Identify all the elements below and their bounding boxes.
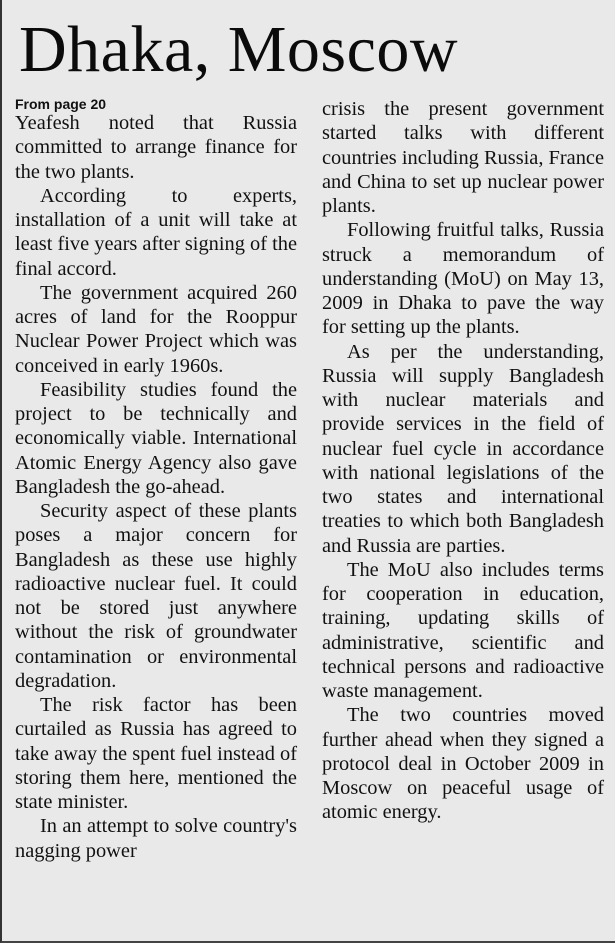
paragraph: The two countries moved further ahead when they signed a protocol deal in October 2009 in Moscow on peaceful usage of atomic energy.	[322, 704, 604, 824]
column-divider	[306, 100, 307, 932]
paragraph: The government acquired 260 acres of land for the Rooppur Nuclear Power Project which was conceived in early 1960s.	[15, 281, 297, 377]
paragraph: Feasibility studies found the project to be technically and economically viable. International Atomic Energy Agency also gave Bangladesh the go-ahead.	[15, 378, 297, 498]
paragraph: Security aspect of these plants poses a major concern for Bangladesh as these use highly radioactive nuclear fuel. It could not be stored just anywhere without the risk of groundwater contamination or environmental degradation.	[15, 500, 297, 692]
paragraph: Following fruitful talks, Russia struck a memorandum of understanding (MoU) on May 13, 2009 in Dhaka to pave the way for setting up the plants.	[322, 219, 604, 339]
left-column	[15, 96, 297, 863]
paragraph: In an attempt to solve country's nagging power	[15, 815, 297, 862]
headline: Dhaka, Moscow	[19, 13, 459, 86]
paragraph: The risk factor has been curtailed as Russia has agreed to take away the spent fuel instead of storing them here, mentioned the state minister.	[15, 694, 297, 813]
paragraph: Yeafesh noted that Russia committed to arrange finance for the two plants.	[15, 112, 297, 183]
paragraph: The MoU also includes terms for cooperation in education, training, updating skills of administrative, scientific and technical persons and radioactive waste management.	[322, 558, 604, 702]
right-column	[322, 97, 604, 825]
paragraph: As per the understanding, Russia will supply Bangladesh with nuclear materials and provide services in the field of nuclear fuel cycle in accordance with national legislations of the two states and international treaties to which both Bangladesh and Russia are parties.	[322, 340, 604, 557]
paragraph: crisis the present government started talks with different countries including Russia, France and China to set up nuclear power plants.	[322, 98, 605, 217]
paragraph: According to experts, installation of a unit will take at least five years after signing of the final accord.	[15, 184, 297, 280]
continuation-kicker: From page 20	[15, 96, 107, 112]
